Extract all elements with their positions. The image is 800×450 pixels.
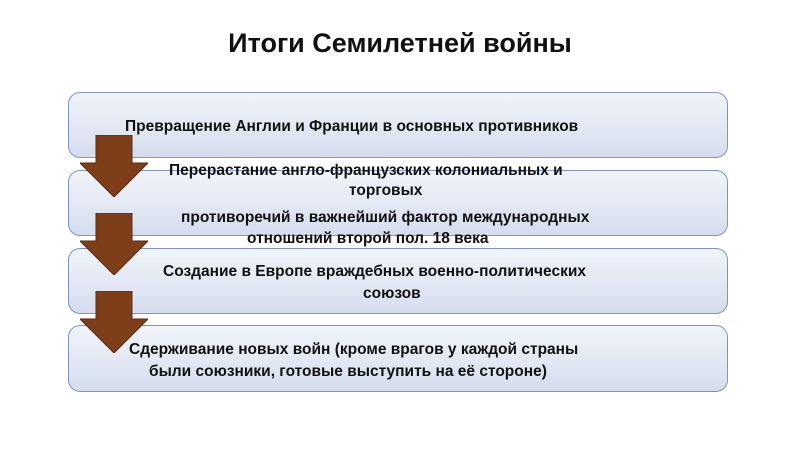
down-arrow-icon <box>80 135 148 197</box>
result-3-line-2: союзов <box>363 285 421 302</box>
result-2-line-2: торговых <box>349 182 423 199</box>
result-4-line-2: были союзники, готовые выступить на её стороне) <box>149 363 547 380</box>
result-box-4 <box>68 325 728 392</box>
result-2-line-4: отношений второй пол. 18 века <box>247 230 489 247</box>
result-3-line-1: Создание в Европе враждебных военно-политических <box>163 263 586 280</box>
page-title: Итоги Семилетней войны <box>228 28 572 58</box>
down-arrow-icon <box>80 213 148 275</box>
result-2-line-3: противоречий в важнейший фактор международных <box>181 209 590 226</box>
result-box-1 <box>68 92 728 158</box>
result-4-line-1: Сдерживание новых войн (кроме врагов у каждой страны <box>129 341 579 358</box>
down-arrow-icon <box>80 291 148 353</box>
result-1-line-1: Превращение Англии и Франции в основных противников <box>125 118 579 135</box>
result-box-2 <box>68 162 728 247</box>
result-2-line-1: Перерастание англо-французских колониальных и <box>169 162 563 179</box>
result-box-3 <box>68 248 728 314</box>
